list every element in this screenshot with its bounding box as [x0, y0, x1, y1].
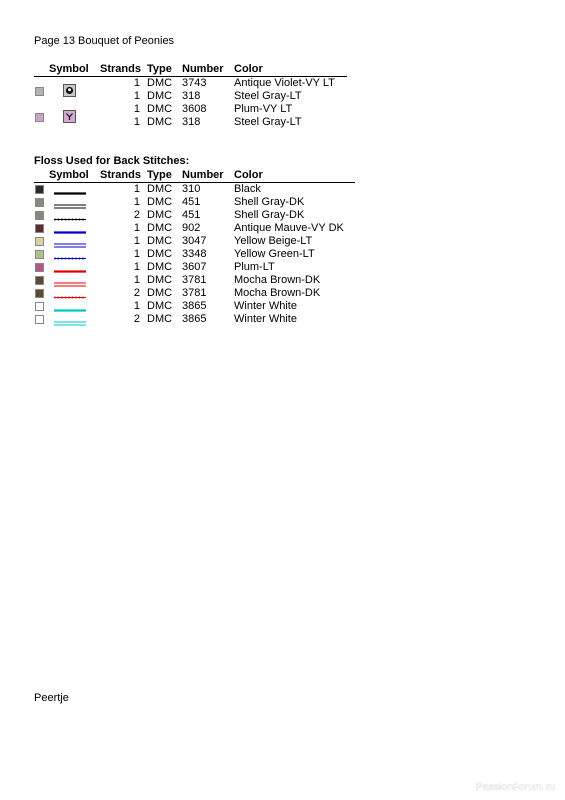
type-value: DMC — [147, 103, 173, 115]
strands-value: 2 — [133, 313, 140, 325]
strands-value: 1 — [133, 222, 140, 234]
number-value: 3608 — [182, 103, 207, 115]
type-value: DMC — [147, 77, 173, 89]
table-header — [34, 169, 355, 183]
color-swatch — [35, 276, 44, 285]
type-value: DMC — [147, 183, 173, 195]
table-row — [34, 235, 355, 248]
color-name: Black — [234, 183, 261, 195]
backstitch-line-icon — [54, 291, 86, 296]
color-swatch — [35, 237, 44, 246]
color-name: Shell Gray-DK — [234, 196, 305, 208]
number-value: 3743 — [182, 77, 207, 89]
backstitch-line-icon — [54, 200, 86, 205]
header-type: Type — [147, 63, 172, 75]
strands-value: 1 — [133, 116, 140, 128]
table-row — [34, 248, 355, 261]
type-value: DMC — [147, 209, 173, 221]
color-swatch — [35, 263, 44, 272]
color-swatch — [35, 315, 44, 324]
backstitch-line-icon — [54, 252, 86, 257]
strands-value: 1 — [133, 300, 140, 312]
table-row — [34, 116, 347, 129]
strands-value: 1 — [133, 261, 140, 273]
header-number: Number — [182, 63, 224, 75]
color-name: Plum-VY LT — [234, 103, 293, 115]
color-swatch — [35, 289, 44, 298]
number-value: 318 — [182, 116, 201, 128]
backstitch-line-icon — [54, 226, 86, 231]
strands-value: 1 — [133, 274, 140, 286]
backstitch-table — [34, 169, 355, 326]
strands-value: 1 — [133, 90, 140, 102]
type-value: DMC — [147, 248, 173, 260]
color-name: Mocha Brown-DK — [234, 274, 321, 286]
number-value: 451 — [182, 209, 201, 221]
header-symbol: Symbol — [49, 63, 89, 75]
table-row — [34, 313, 355, 326]
number-value: 3781 — [182, 287, 207, 299]
type-value: DMC — [147, 313, 173, 325]
header-strands: Strands — [100, 63, 141, 75]
color-name: Mocha Brown-DK — [234, 287, 321, 299]
type-value: DMC — [147, 116, 173, 128]
strands-value: 1 — [133, 103, 140, 115]
type-value: DMC — [147, 261, 173, 273]
type-value: DMC — [147, 287, 173, 299]
backstitch-line-icon — [54, 317, 86, 322]
type-value: DMC — [147, 196, 173, 208]
number-value: 902 — [182, 222, 201, 234]
table-row — [34, 222, 355, 235]
backstitch-line-icon — [54, 187, 86, 192]
table-row — [34, 90, 347, 103]
color-name: Antique Violet-VY LT — [234, 77, 335, 89]
color-name: Yellow Green-LT — [234, 248, 315, 260]
page-title: Page 13 Bouquet of Peonies — [34, 35, 175, 47]
number-value: 3348 — [182, 248, 207, 260]
color-swatch — [35, 198, 44, 207]
color-swatch — [35, 302, 44, 311]
strands-value: 1 — [133, 183, 140, 195]
backstitch-title: Floss Used for Back Stitches: — [34, 155, 190, 167]
type-value: DMC — [147, 235, 173, 247]
table-row — [34, 261, 355, 274]
color-name: Steel Gray-LT — [234, 116, 302, 128]
color-name: Plum-LT — [234, 261, 275, 273]
backstitch-line-icon — [54, 278, 86, 283]
number-value: 318 — [182, 90, 201, 102]
table-row — [34, 196, 355, 209]
strands-value: 1 — [133, 196, 140, 208]
color-name: Yellow Beige-LT — [234, 235, 313, 247]
number-value: 3781 — [182, 274, 207, 286]
color-swatch — [35, 211, 44, 220]
header-color: Color — [234, 63, 263, 75]
cross-stitch-table — [34, 63, 347, 129]
table-header — [34, 63, 347, 77]
table-row — [34, 103, 347, 116]
color-swatch — [35, 250, 44, 259]
number-value: 3607 — [182, 261, 207, 273]
number-value: 3865 — [182, 300, 207, 312]
backstitch-line-icon — [54, 304, 86, 309]
table-row — [34, 300, 355, 313]
strands-value: 1 — [133, 235, 140, 247]
header-symbol: Symbol — [49, 169, 89, 181]
color-name: Shell Gray-DK — [234, 209, 305, 221]
backstitch-line-icon — [54, 265, 86, 270]
table-row — [34, 287, 355, 300]
backstitch-line-icon — [54, 239, 86, 244]
footer-author: Peertje — [34, 692, 69, 704]
strands-value: 1 — [133, 248, 140, 260]
number-value: 310 — [182, 183, 201, 195]
number-value: 3047 — [182, 235, 207, 247]
type-value: DMC — [147, 274, 173, 286]
number-value: 3865 — [182, 313, 207, 325]
strands-value: 2 — [133, 287, 140, 299]
type-value: DMC — [147, 300, 173, 312]
type-value: DMC — [147, 222, 173, 234]
header-color: Color — [234, 169, 263, 181]
watermark: PassionForum.ru — [475, 782, 555, 793]
table-row — [34, 209, 355, 222]
header-strands: Strands — [100, 169, 141, 181]
strands-value: 1 — [133, 77, 140, 89]
table-row — [34, 77, 347, 90]
header-type: Type — [147, 169, 172, 181]
type-value: DMC — [147, 90, 173, 102]
table-row — [34, 274, 355, 287]
color-name: Antique Mauve-VY DK — [234, 222, 344, 234]
color-name: Winter White — [234, 313, 297, 325]
number-value: 451 — [182, 196, 201, 208]
strands-value: 2 — [133, 209, 140, 221]
color-name: Steel Gray-LT — [234, 90, 302, 102]
color-swatch — [35, 185, 44, 194]
color-name: Winter White — [234, 300, 297, 312]
header-number: Number — [182, 169, 224, 181]
color-swatch — [35, 224, 44, 233]
table-row — [34, 183, 355, 196]
backstitch-line-icon — [54, 213, 86, 218]
